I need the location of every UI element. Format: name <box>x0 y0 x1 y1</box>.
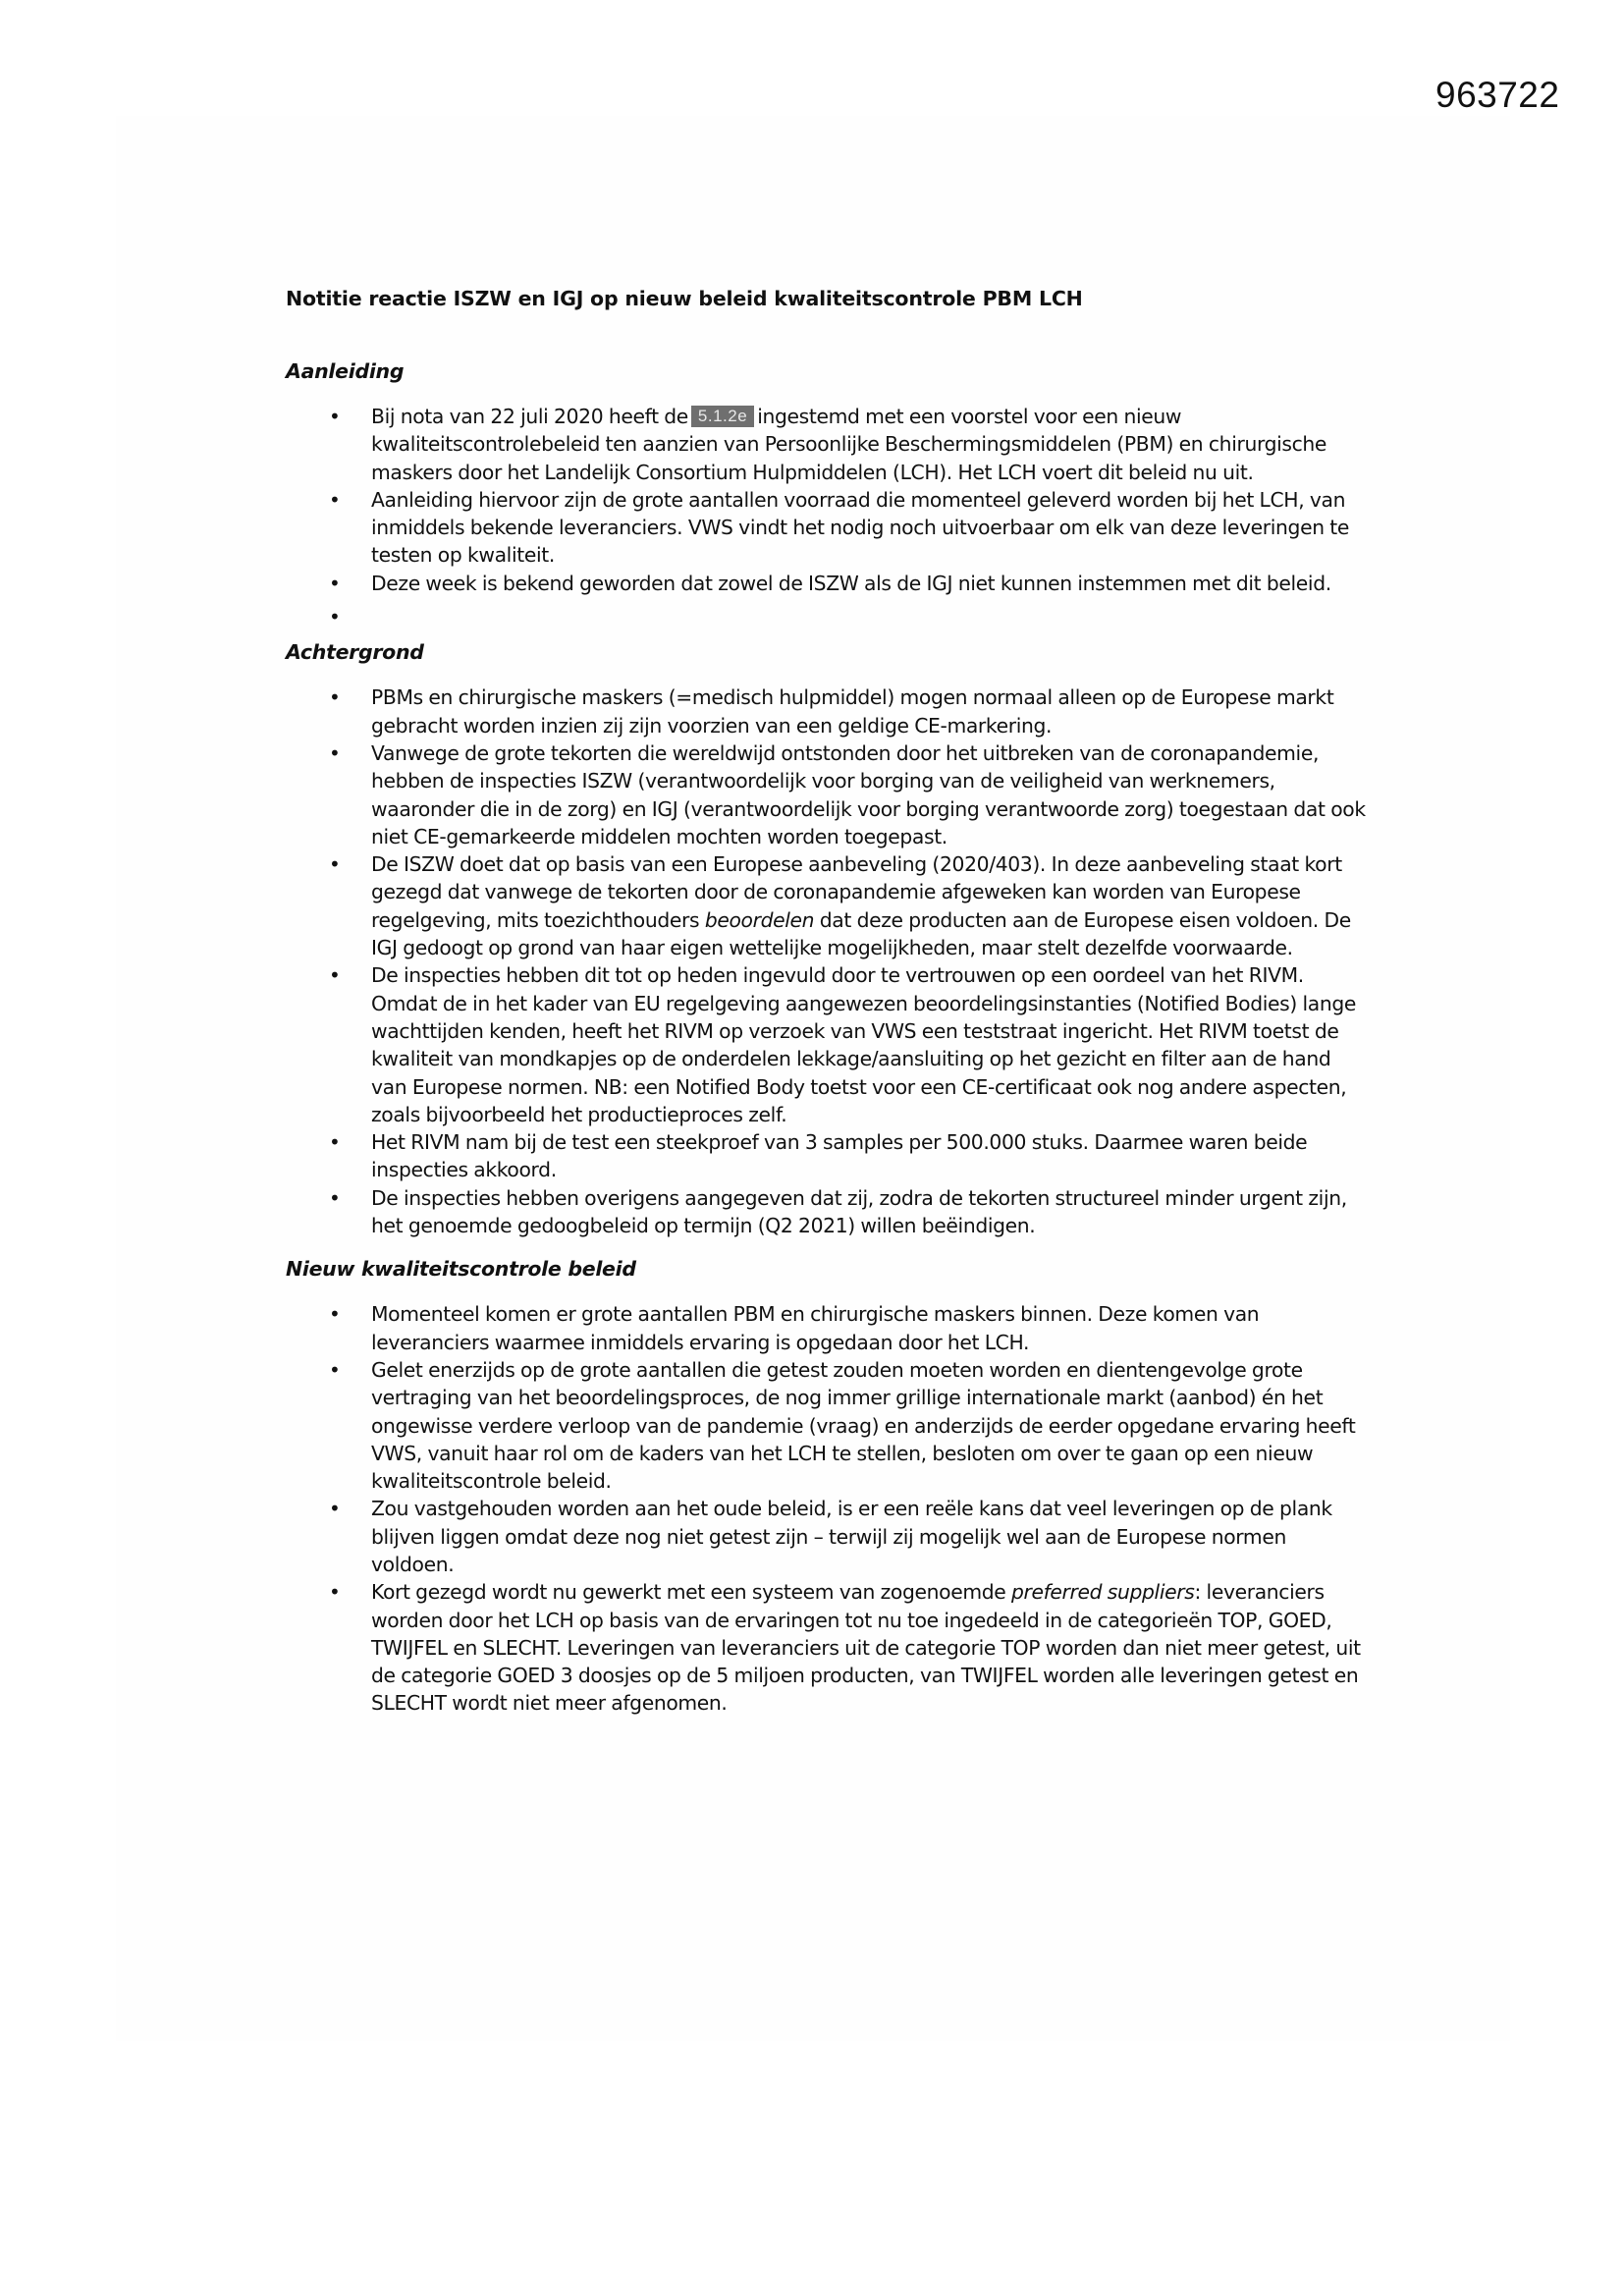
list-item: • De ISZW doet dat op basis van een Europese aanbeveling (2020/403). In deze aanbeveling staat kort gezegd dat vanwege de tekorten door de coronapandemie afgeweken kan worden van Europese regelgeving, mits toezichthouders beoordelen dat deze producten aan de Europese eisen voldoen. De IGJ gedoogt op grond van haar eigen wettelijke mogelijkheden, maar stelt dezelfde voorwaarde. <box>329 852 1351 960</box>
bullet-icon: • <box>329 1357 341 1382</box>
list-item: • Bij nota van 22 juli 2020 heeft de 5.1.2e ingestemd met een voorstel voor een nieuw kwaliteitscontrolebeleid ten aanzien van Persoonlijke Beschermingsmiddelen (PBM) en chirurgische maskers door het Landelijk Consortium Hulpmiddelen (LCH). Het LCH voert dit beleid nu uit. <box>329 405 1327 484</box>
bullet-icon: • <box>329 1580 341 1605</box>
emphasis-text: preferred suppliers <box>1011 1580 1195 1605</box>
document-content <box>286 285 1366 1718</box>
bullet-icon: • <box>329 1185 341 1210</box>
bullet-icon: • <box>329 487 341 512</box>
bullet-list-nieuw-beleid <box>286 1300 1366 1717</box>
list-item: • Het RIVM nam bij de test een steekproef van 3 samples per 500.000 stuks. Daarmee waren beide inspecties akkoord. <box>329 1130 1308 1182</box>
bullet-list-aanleiding <box>286 403 1366 630</box>
section-heading-nieuw-beleid: Nieuw kwaliteitscontrole beleid <box>286 1257 636 1282</box>
list-item: • Kort gezegd wordt nu gewerkt met een systeem van zogenoemde preferred suppliers: leveranciers worden door het LCH op basis van de ervaringen tot nu toe ingedeeld in de categorieën TOP, GOED, TWIJFEL en SLECHT. Leveringen van leveranciers uit de categorie TOP worden dan niet meer getest, uit de categorie GOED 3 doosjes op de 5 miljoen producten, van TWIJFEL worden alle leveringen getest en SLECHT wordt niet meer afgenomen. <box>329 1580 1361 1716</box>
list-item: • Gelet enerzijds op de grote aantallen die getest zouden moeten worden en dientengevolge grote vertraging van het beoordelingsproces, de nog immer grillige internationale markt (aanbod) én het ongewisse verdere verloop van de pandemie (vraag) en anderzijds de eerder opgedane ervaring heeft VWS, vanuit haar rol om de kaders van het LCH te stellen, besloten om over te gaan op een nieuw kwaliteitscontrole beleid. <box>329 1357 1356 1494</box>
document-title: Notitie reactie ISZW en IGJ op nieuw beleid kwaliteitscontrole PBM LCH <box>286 287 1083 310</box>
bullet-icon: • <box>329 1497 341 1521</box>
list-item: • Momenteel komen er grote aantallen PBM en chirurgische maskers binnen. Deze komen van leveranciers waarmee inmiddels ervaring is opgedaan door het LCH. <box>329 1302 1260 1354</box>
section-heading-achtergrond: Achtergrond <box>286 640 424 665</box>
list-item: • Aanleiding hiervoor zijn de grote aantallen voorraad die momenteel geleverd worden bij het LCH, van inmiddels bekende leveranciers. VWS vindt het nodig noch uitvoerbaar om elk van deze leveringen te testen op kwaliteit. <box>329 487 1350 568</box>
bullet-icon: • <box>329 852 341 877</box>
bullet-icon: • <box>329 1302 341 1327</box>
bullet-icon: • <box>329 740 341 765</box>
bullet-list-achtergrond <box>286 683 1366 1239</box>
list-item: • Zou vastgehouden worden aan het oude beleid, is er een reële kans dat veel leveringen op de plank blijven liggen omdat deze nog niet getest zijn – terwijl zij mogelijk wel aan de Europese normen voldoen. <box>329 1497 1332 1576</box>
bullet-icon: • <box>329 405 341 428</box>
list-item: • De inspecties hebben overigens aangegeven dat zij, zodra de tekorten structureel minder urgent zijn, het genoemde gedoogbeleid op termijn (Q2 2021) willen beëindigen. <box>329 1185 1347 1238</box>
list-item: • De inspecties hebben dit tot op heden ingevuld door te vertrouwen op een oordeel van het RIVM. Omdat de in het kader van EU regelgeving aangewezen beoordelingsinstanties (Notified Bodies) lange wachttijden kenden, heeft het RIVM op verzoek van VWS een teststraat ingericht. Het RIVM toetst de kwaliteit van mondkapjes op de onderdelen lekkage/aansluiting op het gezicht en filter aan de hand van Europese normen. NB: een Notified Body toetst voor een CE-certificaat ook nog andere aspecten, zoals bijvoorbeeld het productieproces zelf. <box>329 963 1357 1126</box>
list-item-empty <box>286 603 1366 630</box>
bullet-icon: • <box>329 685 341 710</box>
bullet-icon: • <box>329 605 341 629</box>
bullet-icon: • <box>329 1130 341 1155</box>
section-heading-aanleiding: Aanleiding <box>286 359 405 383</box>
bullet-icon: • <box>329 963 341 988</box>
bullet-icon: • <box>329 571 341 595</box>
list-item: • Vanwege de grote tekorten die wereldwijd ontstonden door het uitbreken van de coronapandemie, hebben de inspecties ISZW (verantwoordelijk voor borging van de veiligheid van werknemers, waaronder die in de zorg) en IGJ (verantwoordelijk voor borging verantwoorde zorg) toegestaan dat ook niet CE-gemarkeerde middelen mochten worden toegepast. <box>329 740 1366 848</box>
list-item: • Deze week is bekend geworden dat zowel de ISZW als de IGJ niet kunnen instemmen met dit beleid. <box>286 570 1366 597</box>
list-item: • PBMs en chirurgische maskers (=medisch hulpmiddel) mogen normaal alleen op de Europese markt gebracht worden inzien zij zijn voorzien van een geldige CE-markering. <box>329 685 1334 738</box>
document-number: 963722 <box>1435 75 1560 115</box>
redaction-label: 5.1.2e <box>691 406 754 427</box>
emphasis-text: beoordelen <box>704 907 815 932</box>
